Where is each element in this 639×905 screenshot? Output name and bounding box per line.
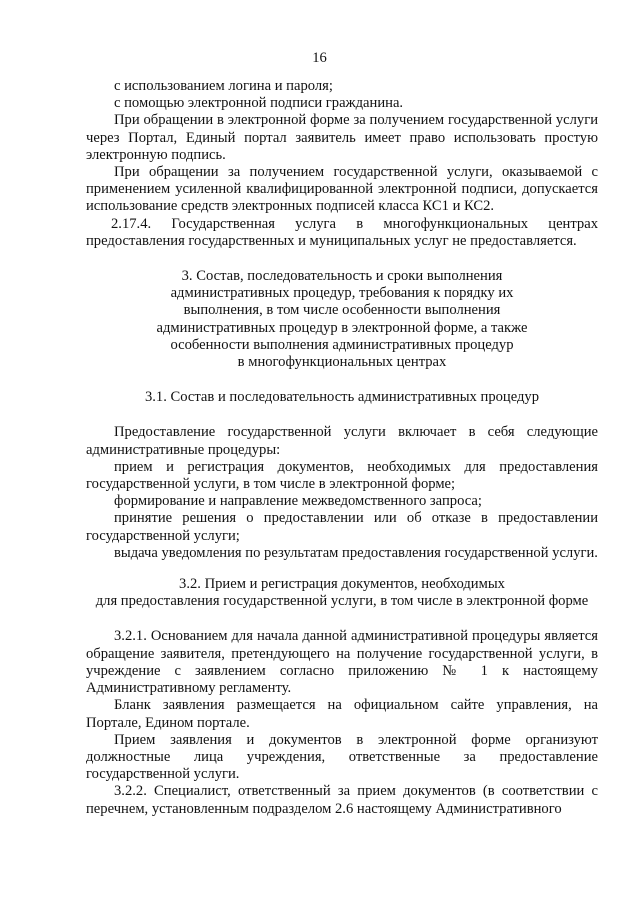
paragraph: с помощью электронной подписи гражданина.: [114, 95, 404, 112]
paragraph: При обращении за получением государственной услуги, оказываемой с применением усиленной квалифицированной электронной подписи, допускается использование средств электронных подписей класса КС1 и КС2.: [86, 164, 598, 215]
section-3-1-heading: 3.1. Состав и последовательность административных процедур: [144, 389, 540, 406]
heading-line: 3.2. Прием и регистрация документов, необходимых: [179, 576, 505, 593]
paragraph: с использованием логина и пароля;: [114, 78, 333, 94]
section-3-2-heading: [86, 576, 598, 610]
list-item: прием и регистрация документов, необходимых для предоставления государственной услуги, в том числе в электронной форме;: [86, 458, 598, 493]
list-item: выдача уведомления по результатам предоставления государственной услуги.: [114, 544, 598, 561]
heading-line: особенности выполнения административных процедур: [170, 336, 514, 353]
heading-line: 3. Состав, последовательность и сроки выполнения: [181, 268, 503, 285]
paragraph: Прием заявления и документов в электронной форме организуют должностные лица учреждения, ответственные за предоставление государственной услуги.: [86, 731, 598, 783]
document-body: [86, 78, 598, 818]
paragraph: 3.2.2. Специалист, ответственный за прием документов (в соответствии с перечнем, установленным подразделом 2.6 настоящему Административного: [86, 783, 598, 817]
paragraph: 3.2.1. Основанием для начала данной административной процедуры является обращение заявителя, претендующего на получение государственной услуги, в учреждение с заявлением согласно приложению № 1 к настоящему Административному регламенту.: [86, 628, 598, 697]
list-item: формирование и направление межведомственного запроса;: [114, 493, 482, 510]
paragraph: Бланк заявления размещается на официальном сайте управления, на Портале, Едином портале.: [86, 697, 598, 731]
paragraph: При обращении в электронной форме за получением государственной услуги через Портал, Единый портал заявитель имеет право использовать простую электронную подпись.: [86, 112, 598, 163]
heading-line: административных процедур, требования к порядку их: [170, 285, 514, 302]
paragraph: 2.17.4. Государственная услуга в многофункциональных центрах предоставления государственных и муниципальных услуг не предоставляется.: [86, 215, 598, 249]
heading-line: административных процедур в электронной форме, а также: [156, 319, 528, 336]
paragraph: Предоставление государственной услуги включает в себя следующие административные процедуры:: [86, 424, 598, 458]
section-3-heading: [86, 268, 598, 371]
list-item: принятие решения о предоставлении или об отказе в предоставлении государственной услуги;: [86, 510, 598, 544]
page-number: 16: [312, 50, 327, 66]
heading-line: выполнения, в том числе особенности выполнения: [183, 302, 501, 319]
heading-line: в многофункциональных центрах: [237, 354, 447, 371]
heading-line: для предоставления государственной услуги, в том числе в электронной форме: [95, 593, 589, 610]
